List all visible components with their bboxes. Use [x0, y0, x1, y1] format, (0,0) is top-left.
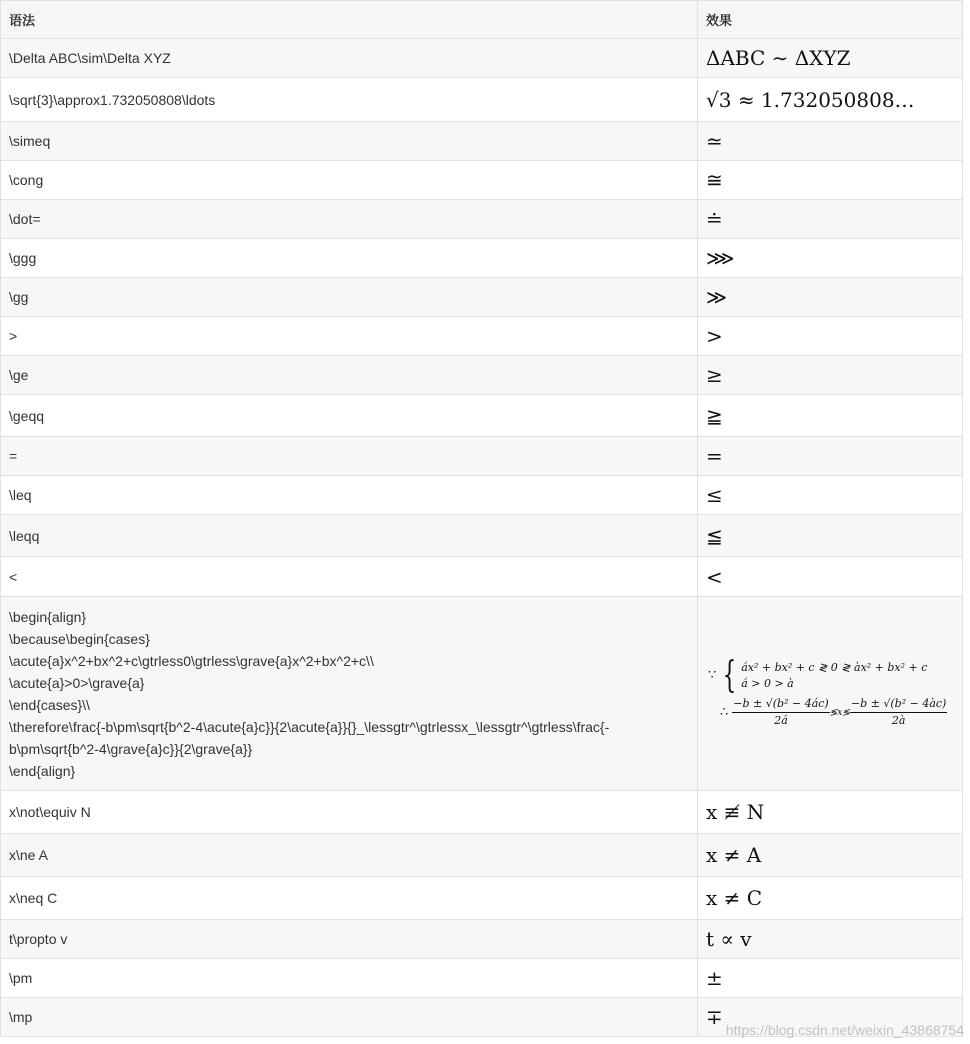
fraction-right-numerator: −b ± √(b² − 4àc): [850, 696, 947, 713]
syntax-line: \end{align}: [9, 762, 76, 779]
table-row: [1, 834, 963, 877]
syntax-cell: \ggg: [1, 239, 698, 278]
syntax-cell: \dot=: [1, 200, 698, 239]
syntax-cell: x\not\equiv N: [1, 791, 698, 834]
align-render: [702, 655, 958, 729]
effect-cell: =: [698, 437, 963, 476]
table-row: [1, 39, 963, 78]
watermark-text: https://blog.csdn.net/weixin_43868754: [725, 1022, 964, 1038]
table-row: [1, 959, 963, 998]
table-row: [1, 239, 963, 278]
effect-cell: √3 ≈ 1.732050808…: [698, 78, 963, 122]
syntax-cell: \leq: [1, 476, 698, 515]
table-row-align: [1, 597, 963, 791]
table-row: [1, 515, 963, 557]
effect-cell: t ∝ v: [698, 920, 963, 959]
syntax-cell: \cong: [1, 161, 698, 200]
syntax-cell: =: [1, 437, 698, 476]
effect-cell: ΔABC ∼ ΔXYZ: [698, 39, 963, 78]
table-row: [1, 200, 963, 239]
fraction-left-numerator: −b ± √(b² − 4ác): [732, 696, 829, 713]
table-row: [1, 122, 963, 161]
fraction-left-denominator: 2á: [774, 714, 788, 727]
effect-cell: ≅: [698, 161, 963, 200]
syntax-cell-multiline: [1, 597, 698, 791]
therefore-symbol: ∴: [720, 704, 729, 720]
table-row: [1, 317, 963, 356]
syntax-cell: \mp: [1, 998, 698, 1037]
effect-cell: ≧: [698, 395, 963, 437]
header-effect: 效果: [698, 1, 963, 39]
syntax-cell: \simeq: [1, 122, 698, 161]
table-row: [1, 476, 963, 515]
syntax-line: b\pm\sqrt{b^2-4\grave{a}c}}{2\grave{a}}: [9, 740, 253, 757]
table-row: [1, 278, 963, 317]
syntax-line: \acute{a}x^2+bx^2+c\gtrless0\gtrless\grave{a}x^2+bx^2+c\\: [9, 652, 374, 669]
syntax-line: \acute{a}>0>\grave{a}: [9, 674, 145, 691]
syntax-cell: \leqq: [1, 515, 698, 557]
syntax-cell: \sqrt{3}\approx1.732050808\ldots: [1, 78, 698, 122]
syntax-line: \because\begin{cases}: [9, 630, 150, 647]
table-row: [1, 437, 963, 476]
effect-cell: >: [698, 317, 963, 356]
syntax-line: \end{cases}\\: [9, 696, 90, 713]
effect-cell: ≥: [698, 356, 963, 395]
effect-cell: <: [698, 557, 963, 597]
table-row: [1, 161, 963, 200]
syntax-cell: \ge: [1, 356, 698, 395]
fraction-right-denominator: 2à: [891, 714, 906, 727]
effect-cell: ≦: [698, 515, 963, 557]
effect-cell: ≤: [698, 476, 963, 515]
syntax-cell: >: [1, 317, 698, 356]
table-row: [1, 557, 963, 597]
effect-cell: x ≢ N: [698, 791, 963, 834]
effect-cell: ±: [698, 959, 963, 998]
effect-cell: ≃: [698, 122, 963, 161]
syntax-cell: \gg: [1, 278, 698, 317]
table-row: [1, 998, 963, 1037]
syntax-cell: <: [1, 557, 698, 597]
table-row: [1, 78, 963, 122]
effect-cell: ∓: [698, 998, 963, 1037]
table-header-row: [1, 1, 963, 39]
case-line-1: áx² + bx² + c ≷ 0 ≷ àx² + bx² + c: [741, 661, 928, 674]
syntax-cell: t\propto v: [1, 920, 698, 959]
syntax-cell: \pm: [1, 959, 698, 998]
fraction-left: [732, 696, 829, 729]
lessgtr-x: ≶x≶: [829, 707, 850, 718]
table-row: [1, 791, 963, 834]
header-syntax: 语法: [1, 1, 698, 39]
effect-cell: ⋙: [698, 239, 963, 278]
syntax-cell: \geqq: [1, 395, 698, 437]
because-symbol: ∵: [708, 668, 717, 683]
syntax-cell: x\ne A: [1, 834, 698, 877]
effect-cell: x ≠ A: [698, 834, 963, 877]
table-row: [1, 920, 963, 959]
syntax-line: \begin{align}: [9, 608, 87, 625]
table-row: [1, 395, 963, 437]
effect-cell: ≐: [698, 200, 963, 239]
fraction-right: [850, 696, 947, 729]
effect-cell: ≫: [698, 278, 963, 317]
cases-brace: {: [722, 655, 737, 696]
syntax-cell: \Delta ABC\sim\Delta XYZ: [1, 39, 698, 78]
syntax-cell: x\neq C: [1, 877, 698, 920]
effect-cell: x ≠ C: [698, 877, 963, 920]
case-line-2: á > 0 > à: [741, 677, 794, 690]
effect-cell-align: [698, 597, 963, 791]
table-row: [1, 356, 963, 395]
table-row: [1, 877, 963, 920]
syntax-line: \therefore\frac{-b\pm\sqrt{b^2-4\acute{a}c}}{2\acute{a}}{}_\lessgtr^\gtrlessx_\lessgtr^\gtrless\frac{-: [9, 718, 610, 735]
